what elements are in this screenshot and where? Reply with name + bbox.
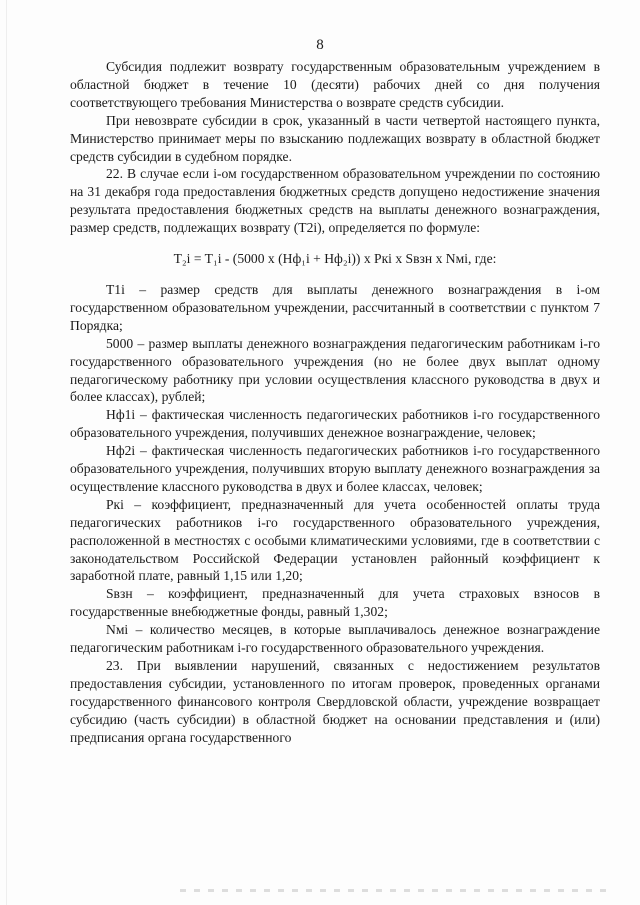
paragraph-22: 22. В случае если i-ом государственном образовательном учреждении по состоянию на 31 декабря года предоставления бюджетных средств допущено недостижение значения результата предоставления бюджетных средств на выплаты денежного вознаграждения, размер средств, подлежащих возврату (T2i), определяется по формуле:	[70, 166, 600, 236]
page-number: 8	[316, 37, 324, 53]
definition-nmi: Nмi – количество месяцев, в которые выплачивалось денежное вознаграждение педагогическим работникам i-го государственного образовательного учреждения.	[70, 622, 600, 656]
document-body	[70, 58, 600, 747]
definition-nf2i: Нф2i – фактическая численность педагогических работников i-го государственного образовательного учреждения, получивших вторую выплату денежного вознаграждения за осуществление классного руководства в двух и более классах, человек;	[70, 443, 600, 494]
page-edge-shadow	[6, 0, 7, 905]
definition-nf1i: Нф1i – фактическая численность педагогических работников i-го государственного образовательного учреждения, получивших денежное вознаграждение, человек;	[70, 407, 600, 441]
definition-pki: Pкi – коэффициент, предназначенный для учета особенностей оплаты труда педагогических работников i-го государственного образовательного учреждения, расположенной в местностях с особыми климатическими условиями, где в соответствии с законодательством Российской Федерации установлен районный коэффициент к заработной плате, равный 1,15 или 1,20;	[70, 496, 600, 584]
definition-5000: 5000 – размер выплаты денежного вознаграждения педагогическим работникам i-го государственного образовательного учреждения (но не более двух выплат одному педагогическому работнику при условии осуществления классного руководства в двух и более классах), рублей;	[70, 335, 600, 405]
definition-t1i: T1i – размер средств для выплаты денежного вознаграждения в i-ом государственном образовательном учреждении, рассчитанный в соответствии с пунктом 7 Порядка;	[70, 281, 600, 333]
page-bottom-scan-artifact	[180, 889, 610, 892]
paragraph-non-return: При невозврате субсидии в срок, указанный в части четвертой настоящего пункта, Министерство принимает меры по взысканию подлежащих возврату в областной бюджет средств субсидии в судебном порядке.	[70, 112, 600, 164]
formula: T₂i = T₁i - (5000 x (Нф₁i + Нф₂i)) x Pкi x Sвзн x Nмi, где:	[173, 251, 497, 267]
paragraph-23: 23. При выявлении нарушений, связанных с недостижением результатов предоставления субсидии, установленного по итогам проверок, проведенных органами государственного финансового контроля Свердловской области, учреждение возвращает субсидию (часть субсидии) в областной бюджет на основании представления и (или) предписания органа государственного	[70, 658, 600, 745]
paragraph-subsidy-return: Субсидия подлежит возврату государственным образовательным учреждением в областной бюджет в течение 10 (десяти) рабочих дней со дня получения соответствующего требования Министерства о возврате средств субсидии.	[70, 59, 600, 110]
definition-svzn: Sвзн – коэффициент, предназначенный для учета страховых взносов в государственные внебюджетные фонды, равный 1,302;	[70, 586, 600, 620]
